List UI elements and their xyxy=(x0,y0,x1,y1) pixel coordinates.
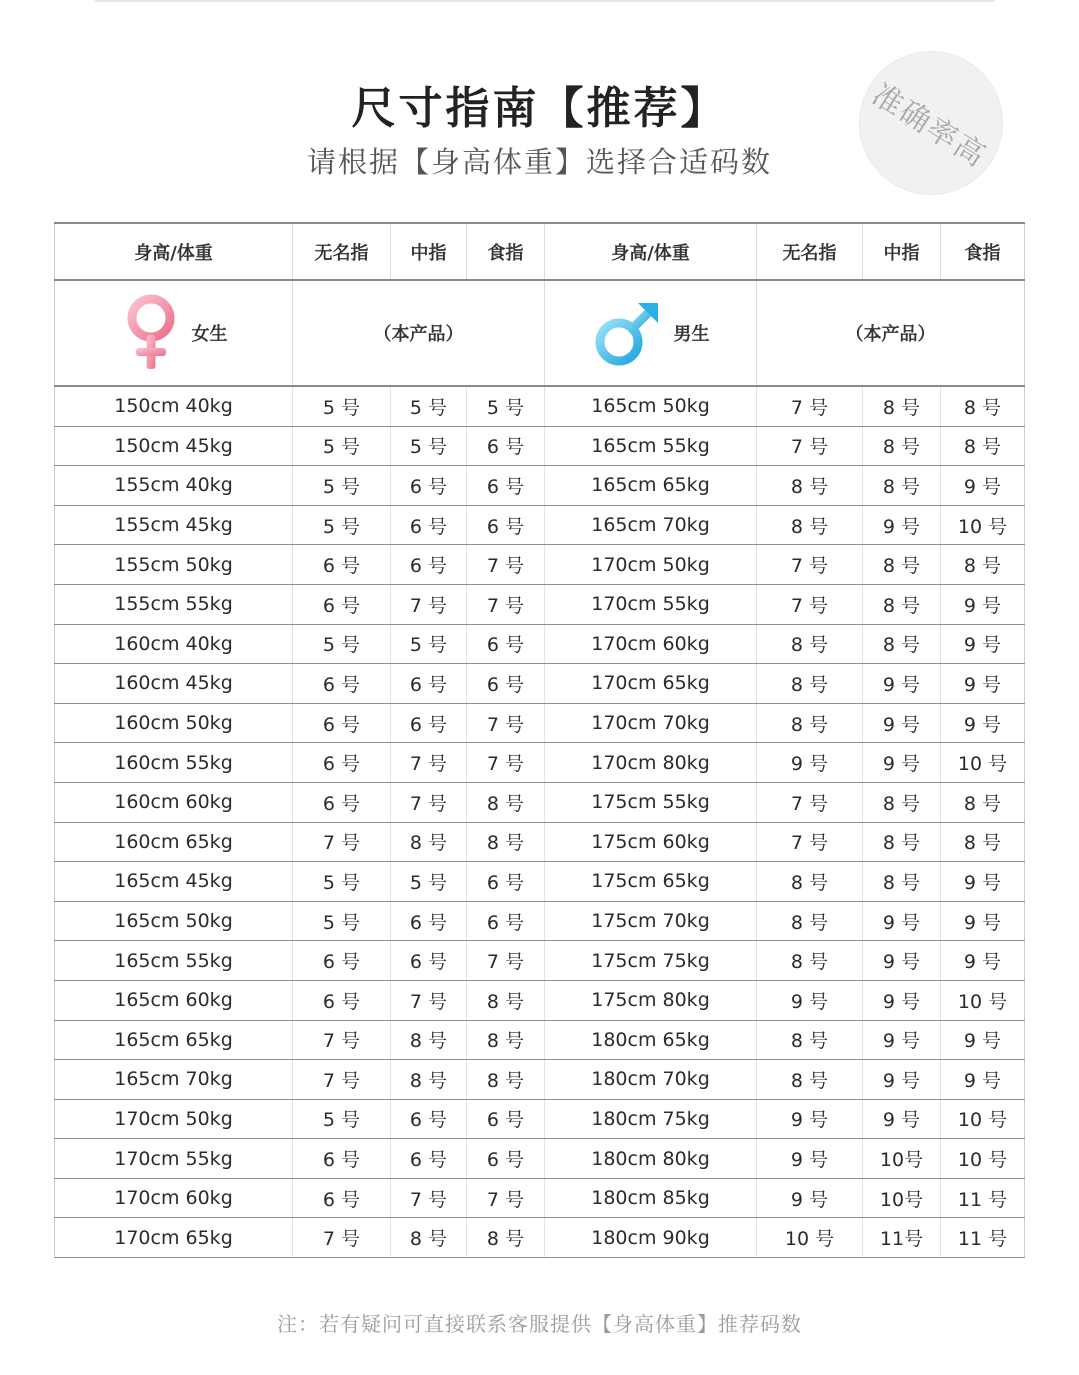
male-index-finger-cell: 8 号 xyxy=(941,426,1025,466)
male-ring-finger-cell: 9 号 xyxy=(757,980,863,1020)
male-middle-finger-cell: 9 号 xyxy=(863,1099,941,1139)
table-row xyxy=(55,1218,1025,1258)
female-height-weight-cell: 165cm 65kg xyxy=(55,1020,293,1060)
male-height-weight-cell: 165cm 55kg xyxy=(545,426,757,466)
female-height-weight-cell: 165cm 60kg xyxy=(55,980,293,1020)
male-middle-finger-cell: 8 号 xyxy=(863,782,941,822)
female-height-weight-cell: 160cm 55kg xyxy=(55,743,293,783)
female-cell xyxy=(55,280,293,386)
col-index-finger-female: 食指 xyxy=(467,223,545,280)
male-index-finger-cell: 9 号 xyxy=(941,1020,1025,1060)
female-ring-finger-cell: 7 号 xyxy=(293,1060,391,1100)
male-height-weight-cell: 180cm 70kg xyxy=(545,1060,757,1100)
female-index-finger-cell: 8 号 xyxy=(467,980,545,1020)
male-ring-finger-cell: 9 号 xyxy=(757,1139,863,1179)
male-ring-finger-cell: 8 号 xyxy=(757,664,863,704)
male-ring-finger-cell: 8 号 xyxy=(757,505,863,545)
table-row xyxy=(55,941,1025,981)
table-row xyxy=(55,426,1025,466)
table-row xyxy=(55,782,1025,822)
female-middle-finger-cell: 8 号 xyxy=(391,1060,467,1100)
male-middle-finger-cell: 9 号 xyxy=(863,743,941,783)
female-middle-finger-cell: 6 号 xyxy=(391,664,467,704)
male-index-finger-cell: 10 号 xyxy=(941,505,1025,545)
male-index-finger-cell: 8 号 xyxy=(941,782,1025,822)
female-middle-finger-cell: 5 号 xyxy=(391,386,467,426)
female-height-weight-cell: 165cm 45kg xyxy=(55,862,293,902)
female-height-weight-cell: 160cm 45kg xyxy=(55,664,293,704)
male-index-finger-cell: 9 号 xyxy=(941,901,1025,941)
female-index-finger-cell: 8 号 xyxy=(467,1218,545,1258)
male-ring-finger-cell: 7 号 xyxy=(757,782,863,822)
male-symbol-icon xyxy=(592,297,664,369)
female-index-finger-cell: 5 号 xyxy=(467,386,545,426)
female-middle-finger-cell: 6 号 xyxy=(391,505,467,545)
female-symbol-icon xyxy=(120,293,182,373)
male-product-label: （本产品） xyxy=(757,280,1025,386)
female-middle-finger-cell: 7 号 xyxy=(391,782,467,822)
male-height-weight-cell: 170cm 50kg xyxy=(545,545,757,585)
female-ring-finger-cell: 7 号 xyxy=(293,1218,391,1258)
female-height-weight-cell: 155cm 55kg xyxy=(55,584,293,624)
table-row xyxy=(55,1020,1025,1060)
stamp-text: 准确率高 xyxy=(865,77,993,175)
female-ring-finger-cell: 6 号 xyxy=(293,1139,391,1179)
female-ring-finger-cell: 6 号 xyxy=(293,980,391,1020)
female-ring-finger-cell: 7 号 xyxy=(293,1020,391,1060)
female-middle-finger-cell: 6 号 xyxy=(391,901,467,941)
male-index-finger-cell: 9 号 xyxy=(941,862,1025,902)
female-index-finger-cell: 6 号 xyxy=(467,664,545,704)
male-middle-finger-cell: 8 号 xyxy=(863,822,941,862)
female-middle-finger-cell: 5 号 xyxy=(391,624,467,664)
female-index-finger-cell: 8 号 xyxy=(467,1060,545,1100)
female-middle-finger-cell: 6 号 xyxy=(391,703,467,743)
col-height-weight-female: 身高/体重 xyxy=(55,223,293,280)
male-middle-finger-cell: 9 号 xyxy=(863,1060,941,1100)
male-index-finger-cell: 9 号 xyxy=(941,624,1025,664)
table-row xyxy=(55,584,1025,624)
male-middle-finger-cell: 9 号 xyxy=(863,901,941,941)
male-index-finger-cell: 9 号 xyxy=(941,466,1025,506)
female-index-finger-cell: 7 号 xyxy=(467,1178,545,1218)
female-height-weight-cell: 160cm 60kg xyxy=(55,782,293,822)
male-index-finger-cell: 9 号 xyxy=(941,584,1025,624)
female-height-weight-cell: 170cm 65kg xyxy=(55,1218,293,1258)
female-height-weight-cell: 160cm 65kg xyxy=(55,822,293,862)
col-ring-finger-female: 无名指 xyxy=(293,223,391,280)
male-height-weight-cell: 170cm 80kg xyxy=(545,743,757,783)
female-height-weight-cell: 150cm 40kg xyxy=(55,386,293,426)
male-ring-finger-cell: 8 号 xyxy=(757,1020,863,1060)
female-height-weight-cell: 160cm 40kg xyxy=(55,624,293,664)
female-height-weight-cell: 160cm 50kg xyxy=(55,703,293,743)
male-height-weight-cell: 180cm 90kg xyxy=(545,1218,757,1258)
female-height-weight-cell: 155cm 40kg xyxy=(55,466,293,506)
female-middle-finger-cell: 6 号 xyxy=(391,941,467,981)
female-index-finger-cell: 7 号 xyxy=(467,584,545,624)
female-middle-finger-cell: 5 号 xyxy=(391,862,467,902)
male-ring-finger-cell: 8 号 xyxy=(757,941,863,981)
female-height-weight-cell: 170cm 55kg xyxy=(55,1139,293,1179)
female-ring-finger-cell: 5 号 xyxy=(293,466,391,506)
male-ring-finger-cell: 8 号 xyxy=(757,703,863,743)
male-height-weight-cell: 175cm 80kg xyxy=(545,980,757,1020)
female-index-finger-cell: 6 号 xyxy=(467,862,545,902)
female-index-finger-cell: 6 号 xyxy=(467,505,545,545)
male-middle-finger-cell: 9 号 xyxy=(863,941,941,981)
female-ring-finger-cell: 6 号 xyxy=(293,584,391,624)
female-ring-finger-cell: 7 号 xyxy=(293,822,391,862)
table-row xyxy=(55,664,1025,704)
female-middle-finger-cell: 6 号 xyxy=(391,545,467,585)
female-product-label: （本产品） xyxy=(293,280,545,386)
female-label: 女生 xyxy=(191,324,228,345)
female-ring-finger-cell: 6 号 xyxy=(293,782,391,822)
footer-note: 注：若有疑问可直接联系客服提供【身高体重】推荐码数 xyxy=(277,1312,802,1336)
male-height-weight-cell: 180cm 80kg xyxy=(545,1139,757,1179)
female-index-finger-cell: 7 号 xyxy=(467,703,545,743)
male-height-weight-cell: 180cm 75kg xyxy=(545,1099,757,1139)
male-ring-finger-cell: 10 号 xyxy=(757,1218,863,1258)
female-ring-finger-cell: 5 号 xyxy=(293,901,391,941)
male-middle-finger-cell: 11号 xyxy=(863,1218,941,1258)
table-row xyxy=(55,1139,1025,1179)
male-height-weight-cell: 165cm 50kg xyxy=(545,386,757,426)
male-index-finger-cell: 8 号 xyxy=(941,386,1025,426)
male-ring-finger-cell: 9 号 xyxy=(757,743,863,783)
male-height-weight-cell: 170cm 70kg xyxy=(545,703,757,743)
female-index-finger-cell: 8 号 xyxy=(467,1020,545,1060)
table-row xyxy=(55,1178,1025,1218)
male-middle-finger-cell: 8 号 xyxy=(863,426,941,466)
female-middle-finger-cell: 7 号 xyxy=(391,980,467,1020)
table-row xyxy=(55,505,1025,545)
male-height-weight-cell: 180cm 65kg xyxy=(545,1020,757,1060)
male-index-finger-cell: 9 号 xyxy=(941,941,1025,981)
male-middle-finger-cell: 8 号 xyxy=(863,386,941,426)
female-ring-finger-cell: 5 号 xyxy=(293,386,391,426)
female-ring-finger-cell: 6 号 xyxy=(293,743,391,783)
male-middle-finger-cell: 9 号 xyxy=(863,505,941,545)
male-middle-finger-cell: 9 号 xyxy=(863,703,941,743)
male-ring-finger-cell: 9 号 xyxy=(757,1178,863,1218)
female-index-finger-cell: 6 号 xyxy=(467,901,545,941)
female-height-weight-cell: 155cm 50kg xyxy=(55,545,293,585)
male-ring-finger-cell: 7 号 xyxy=(757,386,863,426)
male-index-finger-cell: 9 号 xyxy=(941,1060,1025,1100)
female-height-weight-cell: 165cm 50kg xyxy=(55,901,293,941)
col-index-finger-male: 食指 xyxy=(941,223,1025,280)
male-middle-finger-cell: 10号 xyxy=(863,1178,941,1218)
table-row xyxy=(55,862,1025,902)
col-height-weight-male: 身高/体重 xyxy=(545,223,757,280)
female-middle-finger-cell: 8 号 xyxy=(391,1020,467,1060)
table-row xyxy=(55,822,1025,862)
male-ring-finger-cell: 9 号 xyxy=(757,1099,863,1139)
gender-row xyxy=(55,280,1025,386)
female-ring-finger-cell: 5 号 xyxy=(293,862,391,902)
female-middle-finger-cell: 6 号 xyxy=(391,1099,467,1139)
female-ring-finger-cell: 5 号 xyxy=(293,426,391,466)
male-index-finger-cell: 10 号 xyxy=(941,743,1025,783)
male-height-weight-cell: 175cm 65kg xyxy=(545,862,757,902)
page-title: 尺寸指南【推荐】 xyxy=(351,83,728,134)
male-height-weight-cell: 180cm 85kg xyxy=(545,1178,757,1218)
female-index-finger-cell: 6 号 xyxy=(467,426,545,466)
male-height-weight-cell: 175cm 60kg xyxy=(545,822,757,862)
male-middle-finger-cell: 9 号 xyxy=(863,664,941,704)
female-ring-finger-cell: 5 号 xyxy=(293,505,391,545)
male-height-weight-cell: 175cm 55kg xyxy=(545,782,757,822)
table-row xyxy=(55,466,1025,506)
male-height-weight-cell: 170cm 55kg xyxy=(545,584,757,624)
male-index-finger-cell: 8 号 xyxy=(941,545,1025,585)
male-index-finger-cell: 9 号 xyxy=(941,664,1025,704)
male-middle-finger-cell: 8 号 xyxy=(863,545,941,585)
female-height-weight-cell: 155cm 45kg xyxy=(55,505,293,545)
male-index-finger-cell: 11 号 xyxy=(941,1218,1025,1258)
male-index-finger-cell: 10 号 xyxy=(941,980,1025,1020)
male-middle-finger-cell: 8 号 xyxy=(863,466,941,506)
female-middle-finger-cell: 6 号 xyxy=(391,1139,467,1179)
female-ring-finger-cell: 6 号 xyxy=(293,664,391,704)
male-label: 男生 xyxy=(673,324,710,345)
male-index-finger-cell: 8 号 xyxy=(941,822,1025,862)
male-height-weight-cell: 165cm 65kg xyxy=(545,466,757,506)
male-ring-finger-cell: 8 号 xyxy=(757,862,863,902)
accuracy-stamp xyxy=(860,52,1002,194)
table-row xyxy=(55,1060,1025,1100)
female-height-weight-cell: 165cm 55kg xyxy=(55,941,293,981)
male-index-finger-cell: 9 号 xyxy=(941,703,1025,743)
male-middle-finger-cell: 10号 xyxy=(863,1139,941,1179)
female-ring-finger-cell: 6 号 xyxy=(293,941,391,981)
female-index-finger-cell: 7 号 xyxy=(467,743,545,783)
male-ring-finger-cell: 8 号 xyxy=(757,901,863,941)
male-index-finger-cell: 11 号 xyxy=(941,1178,1025,1218)
male-middle-finger-cell: 8 号 xyxy=(863,624,941,664)
header-row xyxy=(55,223,1025,280)
col-middle-finger-female: 中指 xyxy=(391,223,467,280)
page-subtitle: 请根据【身高体重】选择合适码数 xyxy=(306,145,772,179)
female-index-finger-cell: 6 号 xyxy=(467,1099,545,1139)
female-ring-finger-cell: 5 号 xyxy=(293,1099,391,1139)
male-middle-finger-cell: 8 号 xyxy=(863,584,941,624)
female-height-weight-cell: 170cm 50kg xyxy=(55,1099,293,1139)
female-middle-finger-cell: 7 号 xyxy=(391,743,467,783)
male-middle-finger-cell: 9 号 xyxy=(863,980,941,1020)
male-ring-finger-cell: 8 号 xyxy=(757,1060,863,1100)
col-ring-finger-male: 无名指 xyxy=(757,223,863,280)
male-middle-finger-cell: 9 号 xyxy=(863,1020,941,1060)
male-height-weight-cell: 170cm 65kg xyxy=(545,664,757,704)
male-middle-finger-cell: 8 号 xyxy=(863,862,941,902)
male-index-finger-cell: 10 号 xyxy=(941,1099,1025,1139)
female-index-finger-cell: 8 号 xyxy=(467,822,545,862)
female-height-weight-cell: 170cm 60kg xyxy=(55,1178,293,1218)
male-index-finger-cell: 10 号 xyxy=(941,1139,1025,1179)
male-ring-finger-cell: 7 号 xyxy=(757,426,863,466)
table-row xyxy=(55,624,1025,664)
male-ring-finger-cell: 7 号 xyxy=(757,584,863,624)
female-middle-finger-cell: 7 号 xyxy=(391,1178,467,1218)
male-ring-finger-cell: 7 号 xyxy=(757,822,863,862)
female-index-finger-cell: 6 号 xyxy=(467,466,545,506)
female-index-finger-cell: 6 号 xyxy=(467,624,545,664)
table-row xyxy=(55,703,1025,743)
col-middle-finger-male: 中指 xyxy=(863,223,941,280)
female-height-weight-cell: 150cm 45kg xyxy=(55,426,293,466)
male-height-weight-cell: 175cm 70kg xyxy=(545,901,757,941)
male-height-weight-cell: 170cm 60kg xyxy=(545,624,757,664)
table-row xyxy=(55,980,1025,1020)
female-middle-finger-cell: 6 号 xyxy=(391,466,467,506)
table-row xyxy=(55,386,1025,426)
table-row xyxy=(55,545,1025,585)
female-middle-finger-cell: 7 号 xyxy=(391,584,467,624)
male-height-weight-cell: 175cm 75kg xyxy=(545,941,757,981)
female-index-finger-cell: 7 号 xyxy=(467,941,545,981)
female-height-weight-cell: 165cm 70kg xyxy=(55,1060,293,1100)
female-index-finger-cell: 8 号 xyxy=(467,782,545,822)
female-middle-finger-cell: 8 号 xyxy=(391,822,467,862)
female-ring-finger-cell: 5 号 xyxy=(293,624,391,664)
female-ring-finger-cell: 6 号 xyxy=(293,545,391,585)
female-index-finger-cell: 7 号 xyxy=(467,545,545,585)
female-middle-finger-cell: 8 号 xyxy=(391,1218,467,1258)
female-ring-finger-cell: 6 号 xyxy=(293,703,391,743)
male-ring-finger-cell: 8 号 xyxy=(757,466,863,506)
male-height-weight-cell: 165cm 70kg xyxy=(545,505,757,545)
male-cell xyxy=(545,280,757,386)
female-ring-finger-cell: 6 号 xyxy=(293,1178,391,1218)
female-middle-finger-cell: 5 号 xyxy=(391,426,467,466)
size-rows xyxy=(55,386,1025,1258)
table-row xyxy=(55,1099,1025,1139)
table-row xyxy=(55,743,1025,783)
table-row xyxy=(55,901,1025,941)
male-ring-finger-cell: 8 号 xyxy=(757,624,863,664)
male-ring-finger-cell: 7 号 xyxy=(757,545,863,585)
top-divider xyxy=(95,0,995,2)
female-index-finger-cell: 6 号 xyxy=(467,1139,545,1179)
size-guide-table xyxy=(54,222,1025,1258)
